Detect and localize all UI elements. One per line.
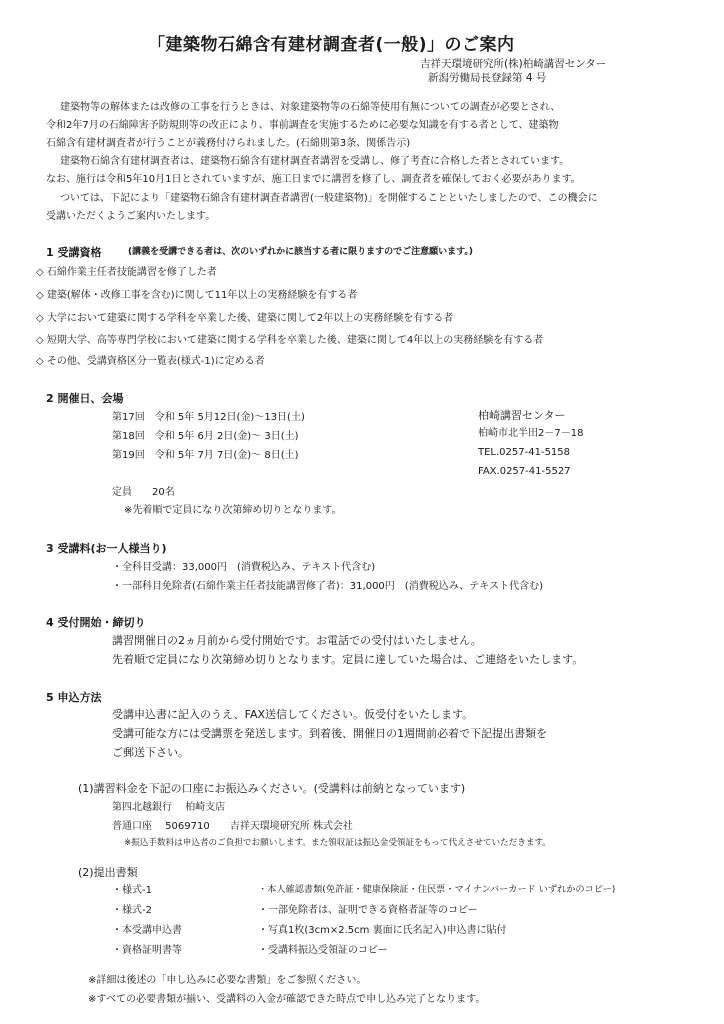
intro-line: 石綿含有建材調査者が行うことが義務付けられました。(石綿則第3条、関係告示) <box>46 138 411 149</box>
application-line: ご郵送下さい。 <box>112 746 189 759</box>
qualification-item: ◇ 短期大学、高等専門学校において建築に関する学科を卒業した後、建築に関して4年以上の実務経験を有する者 <box>36 335 544 346</box>
venue-name: 柏崎講習センター <box>478 409 566 422</box>
bank-account: 普通口座 5069710 吉祥天環境研究所 株式会社 <box>112 821 353 832</box>
document-name: ・様式-2 <box>112 905 152 916</box>
venue-fax: FAX.0257-41-5527 <box>478 466 571 477</box>
document-name: ・本受講申込書 <box>112 925 182 936</box>
intro-line: 令和2年7月の石綿障害予防規則等の改正により、事前調査を実施するために必要な知識を有する者として、建築物 <box>46 120 559 131</box>
section-heading: 3 受講料(お一人様当り) <box>46 542 167 555</box>
section-note: (講義を受講できる者は、次のいずれかに該当する者に限りますのでご注意願います。) <box>128 247 474 257</box>
section-heading: 1 受講資格 <box>46 246 102 259</box>
bank-name: 第四北越銀行 柏崎支店 <box>112 802 226 813</box>
reception-line: 先着順で定員になり次第締め切りとなります。定員に達していた場合は、ご連絡をいたします。 <box>112 653 584 666</box>
section-heading: 5 申込方法 <box>46 691 102 704</box>
venue-address: 柏崎市北半田2－7－18 <box>478 428 584 439</box>
document-name: ・資格証明書等 <box>112 945 182 956</box>
payment-heading: (1)講習料金を下記の口座にお振込みください。(受講料は前納となっています) <box>78 782 466 795</box>
qualification-item: ◇ その他、受講資格区分一覧表(様式-1)に定める者 <box>36 356 265 367</box>
section-heading: 2 開催日、会場 <box>46 392 124 405</box>
fee-partial: ・一部科目免除者(石綿作業主任者技能講習修了者)：31,000円 (消費税込み、テキスト代含む) <box>112 581 543 592</box>
fee-full: ・全科目受講：33,000円 (消費税込み、テキスト代含む) <box>112 562 376 573</box>
session-item: 第19回 令和 5年 7月 7日(金)～ 8日(土) <box>112 450 299 461</box>
reception-line: 講習開催日の2ヵ月前から受付開始です。お電話での受付はいたしません。 <box>112 634 482 647</box>
session-item: 第17回 令和 5年 5月12日(金)～13日(土) <box>112 412 305 423</box>
qualification-item: ◇ 石綿作業主任者技能講習を修了した者 <box>36 267 217 278</box>
document-name: ・様式-1 <box>112 885 152 896</box>
intro-line: なお、施行は令和5年10月1日とされていますが、施工日までに講習を修了し、調査者を確保しておく必要があります。 <box>46 174 581 185</box>
intro-line: ついては、下記により「建築物石綿含有建材調査者講習(一般建築物)」を開催することといたしましたので、この機会に <box>60 193 598 204</box>
organization-name: 吉祥天環境研究所(株)柏崎講習センター <box>420 58 607 70</box>
venue-phone: TEL.0257-41-5158 <box>478 447 571 458</box>
document-desc: ・一部免除者は、証明できる資格者証等のコピー <box>258 905 478 916</box>
section-heading: 4 受付開始・締切り <box>46 616 146 629</box>
intro-line: 建築物石綿含有建材調査者は、建築物石綿含有建材調査者講習を受講し、修了考査に合格した者とされています。 <box>60 156 570 167</box>
document-desc: ・本人確認書類(免許証・健康保険証・住民票・マイナンバーカード いずれかのコピー) <box>258 884 616 895</box>
footer-note: ※すべての必要書類が揃い、受講料の入金が確認できた時点で申し込み完了となります。 <box>88 994 486 1005</box>
payment-note: ※振込手数料は申込者のご負担でお願いします。また領収証は振込金受領証をもって代えさせていただきます。 <box>124 838 551 848</box>
page-title: 「建築物石綿含有建材調査者(一般)」のご案内 <box>148 35 515 55</box>
document-desc: ・受講料振込受領証のコピー <box>258 945 388 956</box>
application-line: 受講申込書に記入のうえ、FAX送信してください。仮受付をいたします。 <box>112 708 474 721</box>
capacity: 定員 20名 <box>112 487 175 498</box>
documents-heading: (2)提出書類 <box>78 866 138 879</box>
intro-line: 受講いただくようご案内いたします。 <box>46 211 216 222</box>
session-item: 第18回 令和 5年 6月 2日(金)～ 3日(土) <box>112 431 299 442</box>
intro-line: 建築物等の解体または改修の工事を行うときは、対象建築物等の石綿等使用有無についての調査が必要とされ、 <box>60 102 561 113</box>
registration-number: 新潟労働局長登録第 4 号 <box>428 72 547 84</box>
document-desc: ・写真1枚(3cm×2.5cm 裏面に氏名記入)申込書に貼付 <box>258 925 507 936</box>
qualification-item: ◇ 大学において建築に関する学科を卒業した後、建築に関して2年以上の実務経験を有する者 <box>36 313 454 324</box>
footer-note: ※詳細は後述の「申し込みに必要な書類」をご参照ください。 <box>88 975 367 986</box>
application-line: 受講可能な方には受講票を発送します。到着後、開催日の1週間前必着で下記提出書類を <box>112 727 548 740</box>
capacity-note: ※先着順で定員になり次第締め切りとなります。 <box>124 505 342 516</box>
qualification-item: ◇ 建築(解体・改修工事を含む)に関して11年以上の実務経験を有する者 <box>36 290 358 301</box>
